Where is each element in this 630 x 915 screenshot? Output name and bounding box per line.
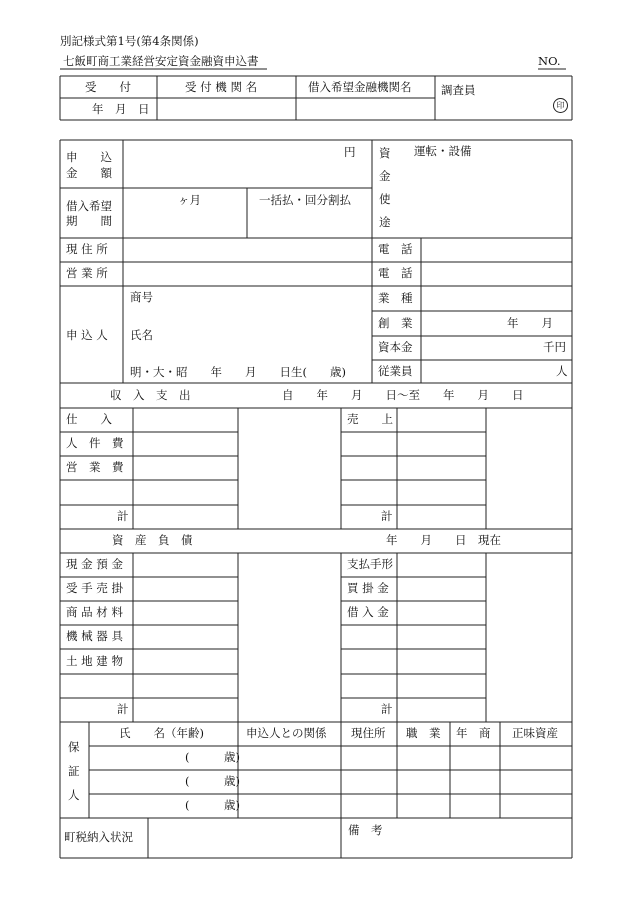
trade-name-label: 商号 — [130, 290, 153, 304]
guarantor-job-header: 職 業 — [406, 726, 441, 740]
founded-label: 創 業 — [378, 316, 413, 330]
receivable-label: 受 手 売 掛 — [66, 581, 123, 595]
use-label-4: 途 — [379, 215, 391, 229]
guarantor-assets-header: 正味資産 — [512, 726, 558, 740]
repayment-method: 一括払・回分割払 — [259, 193, 351, 207]
accounts-payable-label: 買 掛 金 — [347, 581, 389, 595]
assets-title: 資 産 負 債 — [112, 533, 193, 547]
reception-agency-label: 受 付 機 関 名 — [185, 80, 258, 94]
applicant-label: 申 込 人 — [66, 328, 108, 342]
founded-date: 年 月 — [507, 316, 553, 330]
use-label-3: 使 — [379, 192, 391, 206]
employees-unit: 人 — [556, 364, 568, 378]
guarantor-income-header: 年 商 — [456, 726, 491, 740]
office-label: 営 業 所 — [66, 266, 108, 280]
investigator-label: 調査員 — [441, 83, 476, 97]
cash-label: 現 金 預 金 — [66, 557, 123, 571]
use-value: 運転・設備 — [414, 144, 472, 158]
capital-label: 資本金 — [378, 340, 413, 354]
borrowings-label: 借 入 金 — [347, 605, 389, 619]
seal-mark: 印 — [553, 98, 568, 113]
assets-total-label: 計 — [117, 702, 129, 716]
amount-label-1: 申 込 — [66, 150, 112, 164]
guarantor-address-header: 現住所 — [351, 726, 386, 740]
tax-status-label: 町税納入状況 — [64, 830, 133, 844]
name-label: 氏名 — [130, 328, 153, 342]
months-unit: ヶ月 — [178, 193, 201, 207]
personnel-label: 人 件 費 — [66, 436, 124, 450]
materials-label: 商 品 材 料 — [66, 605, 123, 619]
land-label: 土 地 建 物 — [66, 654, 123, 668]
remarks-label: 備 考 — [348, 823, 383, 837]
amount-label-2: 金 額 — [66, 166, 112, 180]
tel-label-2: 電 話 — [378, 266, 413, 280]
guarantor-relation-header: 申込人との関係 — [246, 726, 327, 740]
bank-name-label: 借入希望金融機関名 — [308, 80, 412, 94]
sales-total-label: 計 — [381, 509, 393, 523]
reception-label: 受 付 — [85, 80, 131, 94]
liabilities-total-label: 計 — [381, 702, 393, 716]
guarantor-name-header: 氏 名（年齢) — [119, 726, 204, 740]
operating-label: 営 業 費 — [66, 460, 124, 474]
period-label-2: 期 間 — [66, 214, 112, 228]
income-title: 収 入 支 出 — [110, 388, 191, 402]
birth-date: 明・大・昭 年 月 日生( 歳) — [130, 365, 346, 379]
guarantor-age-1: ( 歳) — [185, 750, 240, 764]
form-number: 別記様式第1号(第4条関係) — [60, 34, 199, 48]
machinery-label: 機 械 器 具 — [66, 629, 123, 643]
notes-payable-label: 支払手形 — [347, 557, 393, 571]
guarantor-label-2: 証 — [68, 764, 80, 778]
no-label: NO. — [538, 54, 561, 68]
purchase-label: 仕 入 — [66, 412, 112, 426]
use-label-1: 資 — [379, 146, 391, 160]
reception-date: 年 月 日 — [92, 102, 150, 116]
yen-unit: 円 — [344, 145, 356, 159]
form-title: 七飯町商工業経営安定資金融資申込書 — [63, 54, 259, 68]
period-label-1: 借入希望 — [66, 199, 112, 213]
guarantor-label-3: 人 — [68, 788, 80, 802]
assets-as-of: 年 月 日 現在 — [386, 533, 501, 547]
industry-label: 業 種 — [378, 291, 413, 305]
guarantor-age-2: ( 歳) — [185, 774, 240, 788]
income-period: 自 年 月 日～至 年 月 日 — [282, 388, 524, 402]
sales-label: 売 上 — [347, 412, 393, 426]
capital-unit: 千円 — [543, 340, 566, 354]
income-total-label: 計 — [117, 509, 129, 523]
tel-label-1: 電 話 — [378, 242, 413, 256]
use-label-2: 金 — [379, 169, 391, 183]
address-label: 現 住 所 — [66, 242, 108, 256]
guarantor-age-3: ( 歳) — [185, 798, 240, 812]
employees-label: 従業員 — [378, 364, 413, 378]
guarantor-label-1: 保 — [68, 740, 80, 754]
